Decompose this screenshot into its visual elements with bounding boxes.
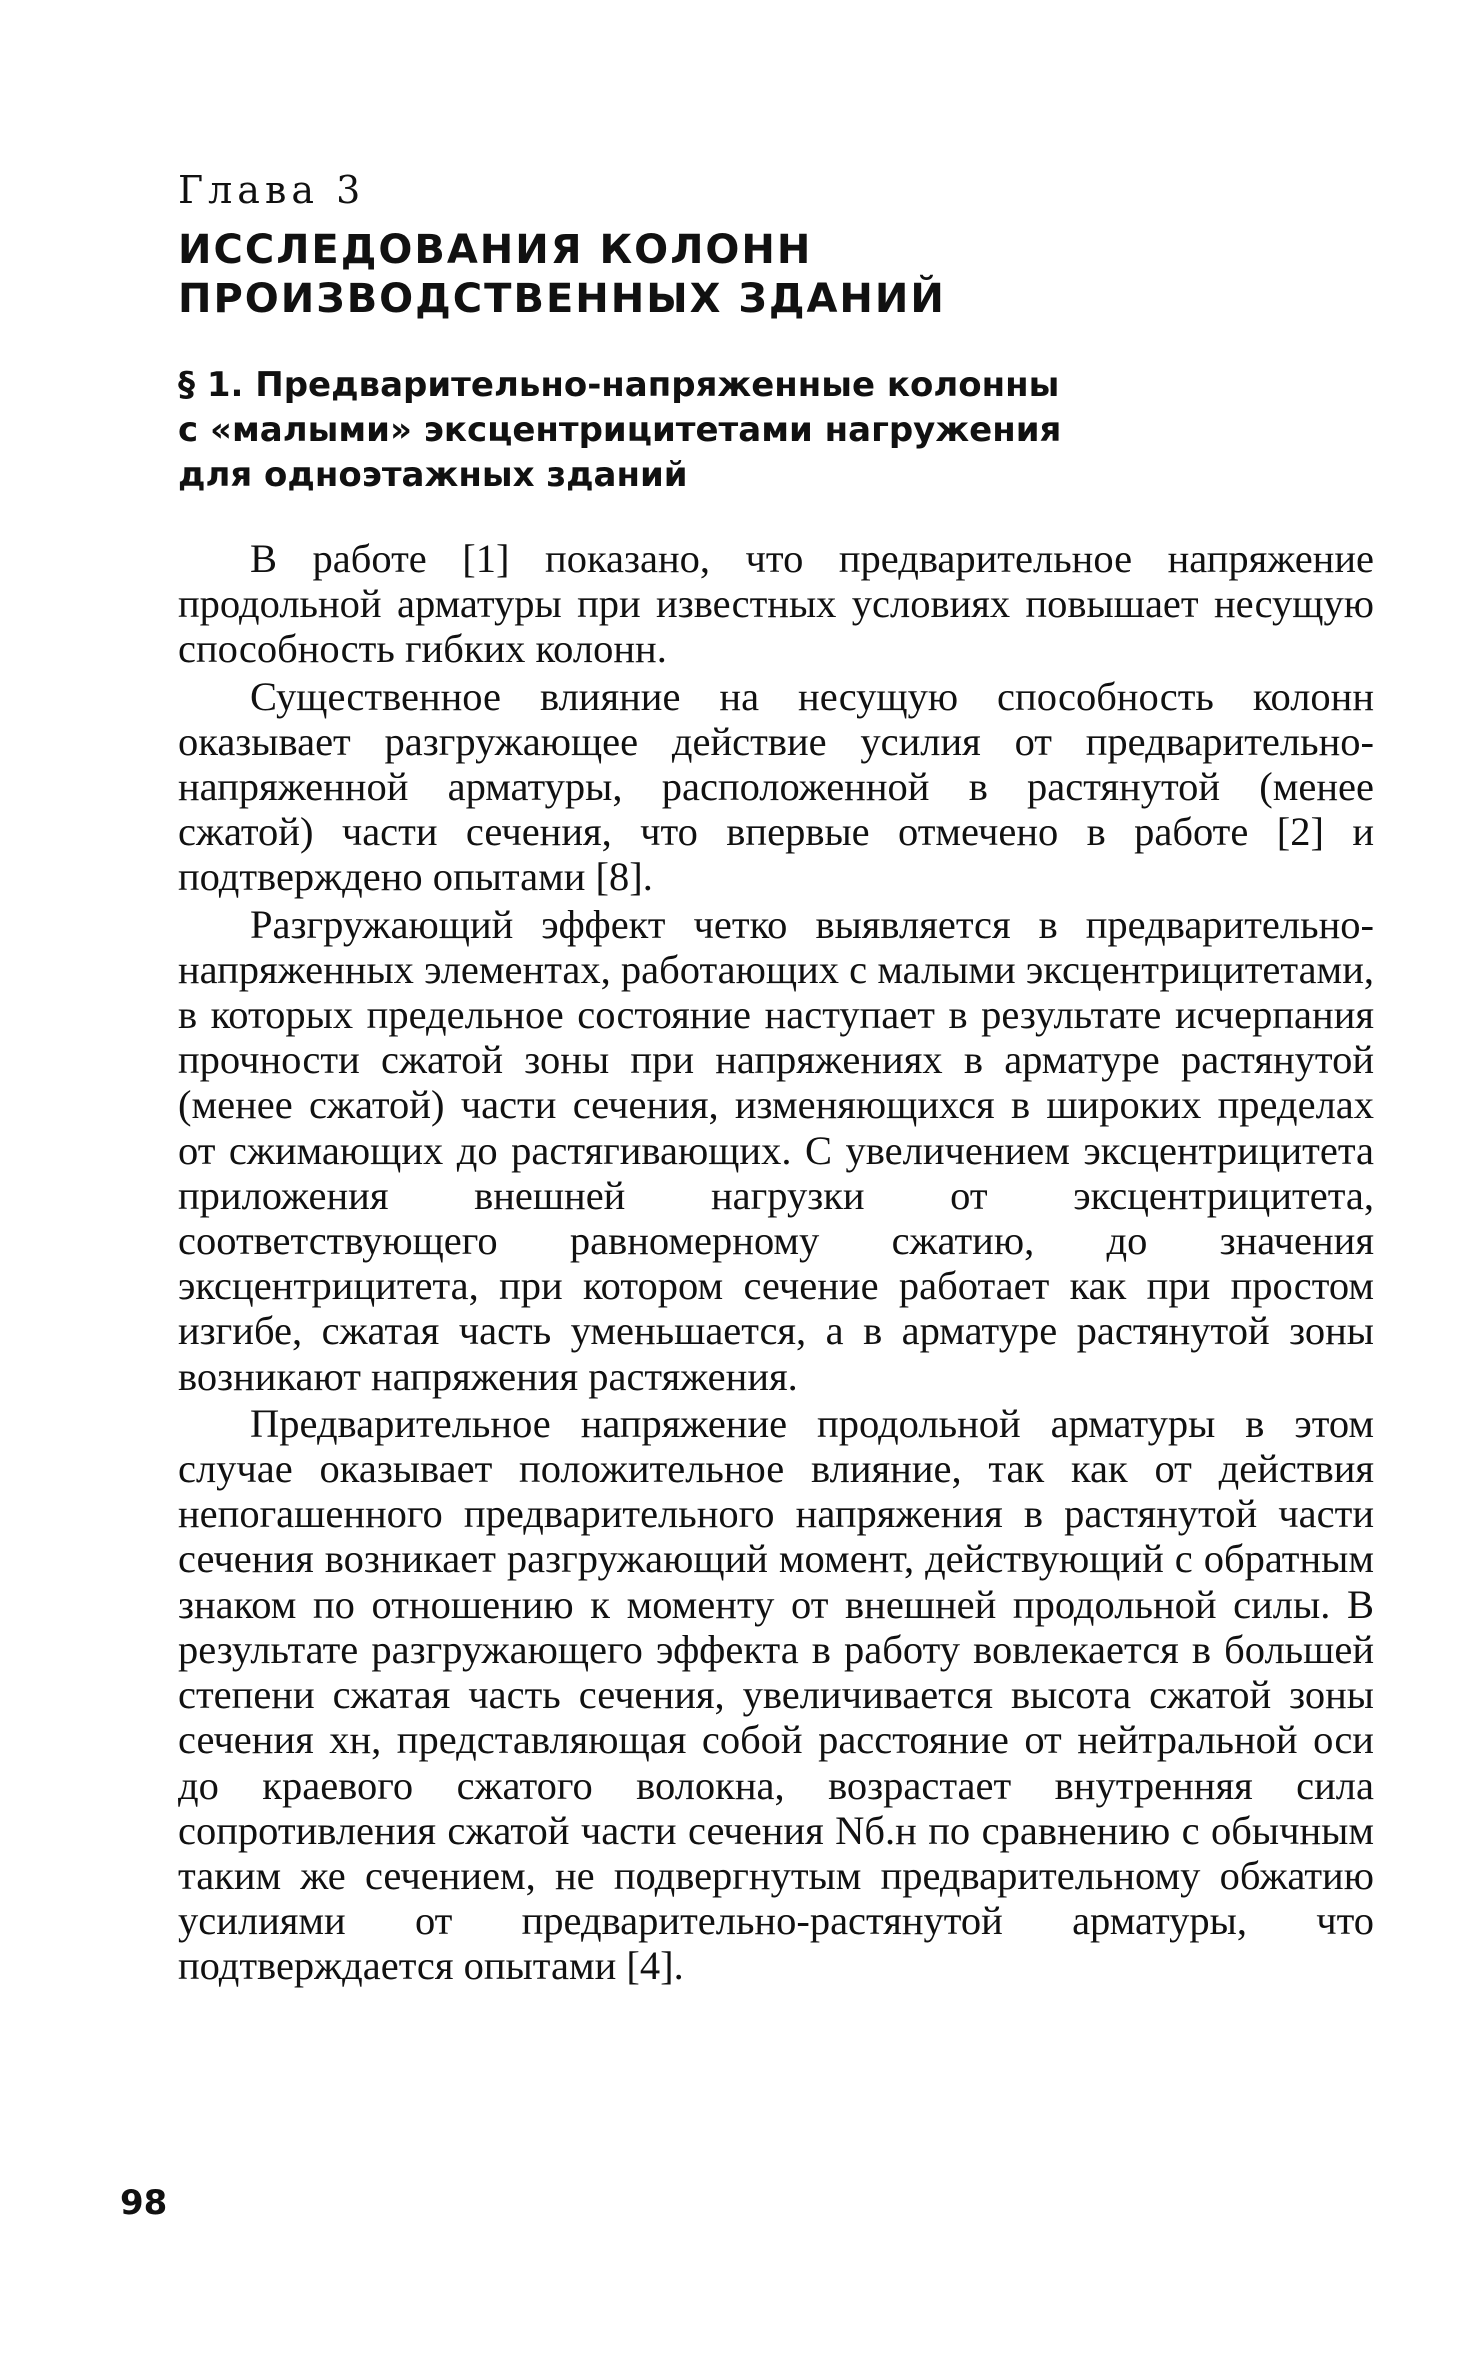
page-content bbox=[178, 170, 1374, 1991]
paragraph: Разгружающий эффект четко выявляется в предварительно-напряженных элементах, работающих с малыми эксцентрицитетами, в которых предельное состояние наступает в результате исчерпания прочности сжатой зоны при напряжениях в арматуре растянутой (менее сжатой) части сечения, изменяющихся в широких пределах от сжимающих до растягивающих. С увеличением эксцентрицитета приложения внешней нагрузки от эксцентрицитета, соответствующего равномерному сжатию, до значения эксцентрицитета, при котором сечение работает как при простом изгибе, сжатая часть уменьшается, а в арматуре растянутой зоны возникают напряжения растяжения. bbox=[178, 901, 1374, 1399]
chapter-title bbox=[178, 226, 1374, 324]
section-title-line: § 1. Предварительно-напряженные колонны bbox=[178, 365, 1060, 406]
paragraph: Существенное влияние на несущую способность колонн оказывает разгружающее действие усилия от предварительно-напряженной арматуры, расположенной в растянутой (менее сжатой) части сечения, что впервые отмечено в работе [2] и подтверждено опытами [8]. bbox=[178, 673, 1374, 900]
chapter-title-line: ПРОИЗВОДСТВЕННЫХ ЗДАНИЙ bbox=[178, 275, 946, 322]
section-title-line: с «малыми» эксцентрицитетами нагружения bbox=[178, 410, 1062, 451]
paragraph: В работе [1] показано, что предварительное напряжение продольной арматуры при известных условиях повышает несущую способность гибких колонн. bbox=[178, 536, 1374, 672]
chapter-label: Глава 3 bbox=[178, 168, 366, 212]
paragraph: Предварительное напряжение продольной арматуры в этом случае оказывает положительное влияние, так как от действия непогашенного предварительного напряжения в растянутой части сечения возникает разгружающий момент, действующий с обратным знаком по отношению к моменту от внешней продольной силы. В результате разгружающего эффекта в работу вовлекается в большей степени сжатая часть сечения, увеличивается высота сжатой зоны сечения xн, представляющая собой расстояние от нейтральной оси до краевого сжатого волокна, возрастает внутренняя сила сопротивления сжатой части сечения Nб.н по сравнению с обычным таким же сечением, не подвергнутым предварительному обжатию усилиями от предварительно-растянутой арматуры, что подтверждается опытами [4]. bbox=[178, 1400, 1374, 1989]
section-title-line: для одноэтажных зданий bbox=[178, 455, 688, 496]
section-title bbox=[178, 363, 1374, 498]
chapter-title-line: ИССЛЕДОВАНИЯ КОЛОНН bbox=[178, 226, 813, 273]
body-text bbox=[178, 536, 1374, 1989]
page-number: 98 bbox=[120, 2183, 168, 2223]
